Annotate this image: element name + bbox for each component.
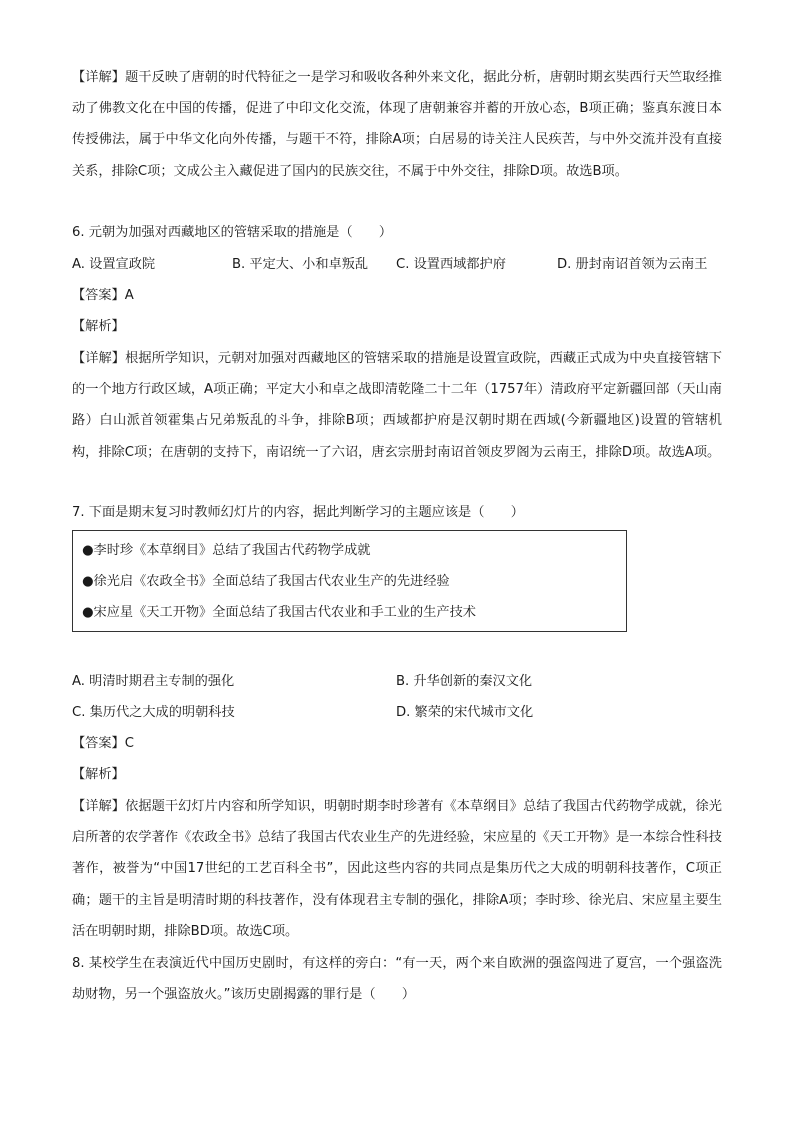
q7-analysis-label: 【解析】 xyxy=(72,767,125,782)
q7-answer: 【答案】C xyxy=(72,736,134,751)
q7-slide-item: ●徐光启《农政全书》全面总结了我国古代农业生产的先进经验 xyxy=(82,574,450,589)
q6-analysis-label: 【解析】 xyxy=(72,319,125,334)
q7-slide-item: ●李时珍《本草纲目》总结了我国古代药物学成就 xyxy=(82,543,371,558)
q6-detail: 【详解】根据所学知识，元朝对加强对西藏地区的管辖采取的措施是设置宣政院，西藏正式成为中央直接管辖下的一个地方行政区域，A项正确；平定大小和卓之战即清乾隆二十二年（1757年）清政府平定新疆回部（天山南路）白山派首领霍集占兄弟叛乱的斗争，排除B项；西域都护府是汉朝时期在西域(今新疆地区)设置的管辖机构，排除C项；在唐朝的支持下，南诏统一了六诏，唐玄宗册封南诏首领皮罗阁为云南王，排除D项。故选A项。 xyxy=(72,351,722,460)
q6-question: 6. 元朝为加强对西藏地区的管辖采取的措施是（ ） xyxy=(72,225,393,240)
q7-option-b: B. 升华创新的秦汉文化 xyxy=(396,674,533,689)
q5-detail: 【详解】题干反映了唐朝的时代特征之一是学习和吸收各种外来文化，据此分析，唐朝时期玄奘西行天竺取经推动了佛教文化在中国的传播，促进了中印文化交流，体现了唐朝兼容并蓄的开放心态，B项正确；鉴真东渡日本传授佛法，属于中华文化向外传播，与题干不符，排除A项；白居易的诗关注人民疾苦，与中外交流并没有直接关系，排除C项；文成公主入藏促进了国内的民族交往，不属于中外交往，排除D项。故选B项。 xyxy=(72,70,722,179)
q6-option-d: D. 册封南诏首领为云南王 xyxy=(557,257,708,272)
q6-option-c: C. 设置西域都护府 xyxy=(396,257,506,272)
q7-slide-box xyxy=(72,530,627,632)
q7-option-d: D. 繁荣的宋代城市文化 xyxy=(396,705,534,720)
q7-question: 7. 下面是期末复习时教师幻灯片的内容，据此判断学习的主题应该是（ ） xyxy=(72,505,524,520)
q7-option-a: A. 明清时期君主专制的强化 xyxy=(72,674,235,689)
q6-answer: 【答案】A xyxy=(72,288,134,303)
q7-option-c: C. 集历代之大成的明朝科技 xyxy=(72,705,235,720)
q6-option-b: B. 平定大、小和卓叛乱 xyxy=(232,257,369,272)
q7-detail: 【详解】依据题干幻灯片内容和所学知识，明朝时期李时珍著有《本草纲目》总结了我国古代药物学成就，徐光启所著的农学著作《农政全书》总结了我国古代农业生产的先进经验，宋应星的《天工开物》是一本综合性科技著作，被誉为“中国17世纪的工艺百科全书”，因此这些内容的共同点是集历代之大成的明朝科技著作，C项正确；题干的主旨是明清时期的科技著作，没有体现君主专制的强化，排除A项；李时珍、徐光启、宋应星主要生活在明朝时期，排除BD项。故选C项。 xyxy=(72,799,722,939)
q7-slide-item: ●宋应星《天工开物》全面总结了我国古代农业和手工业的生产技术 xyxy=(82,605,476,620)
q8-question: 8. 某校学生在表演近代中国历史剧时，有这样的旁白：“有一天，两个来自欧洲的强盗闯进了夏宫，一个强盗洗劫财物，另一个强盗放火。”该历史剧揭露的罪行是（ ） xyxy=(72,956,722,1003)
q6-option-a: A. 设置宣政院 xyxy=(72,257,156,272)
